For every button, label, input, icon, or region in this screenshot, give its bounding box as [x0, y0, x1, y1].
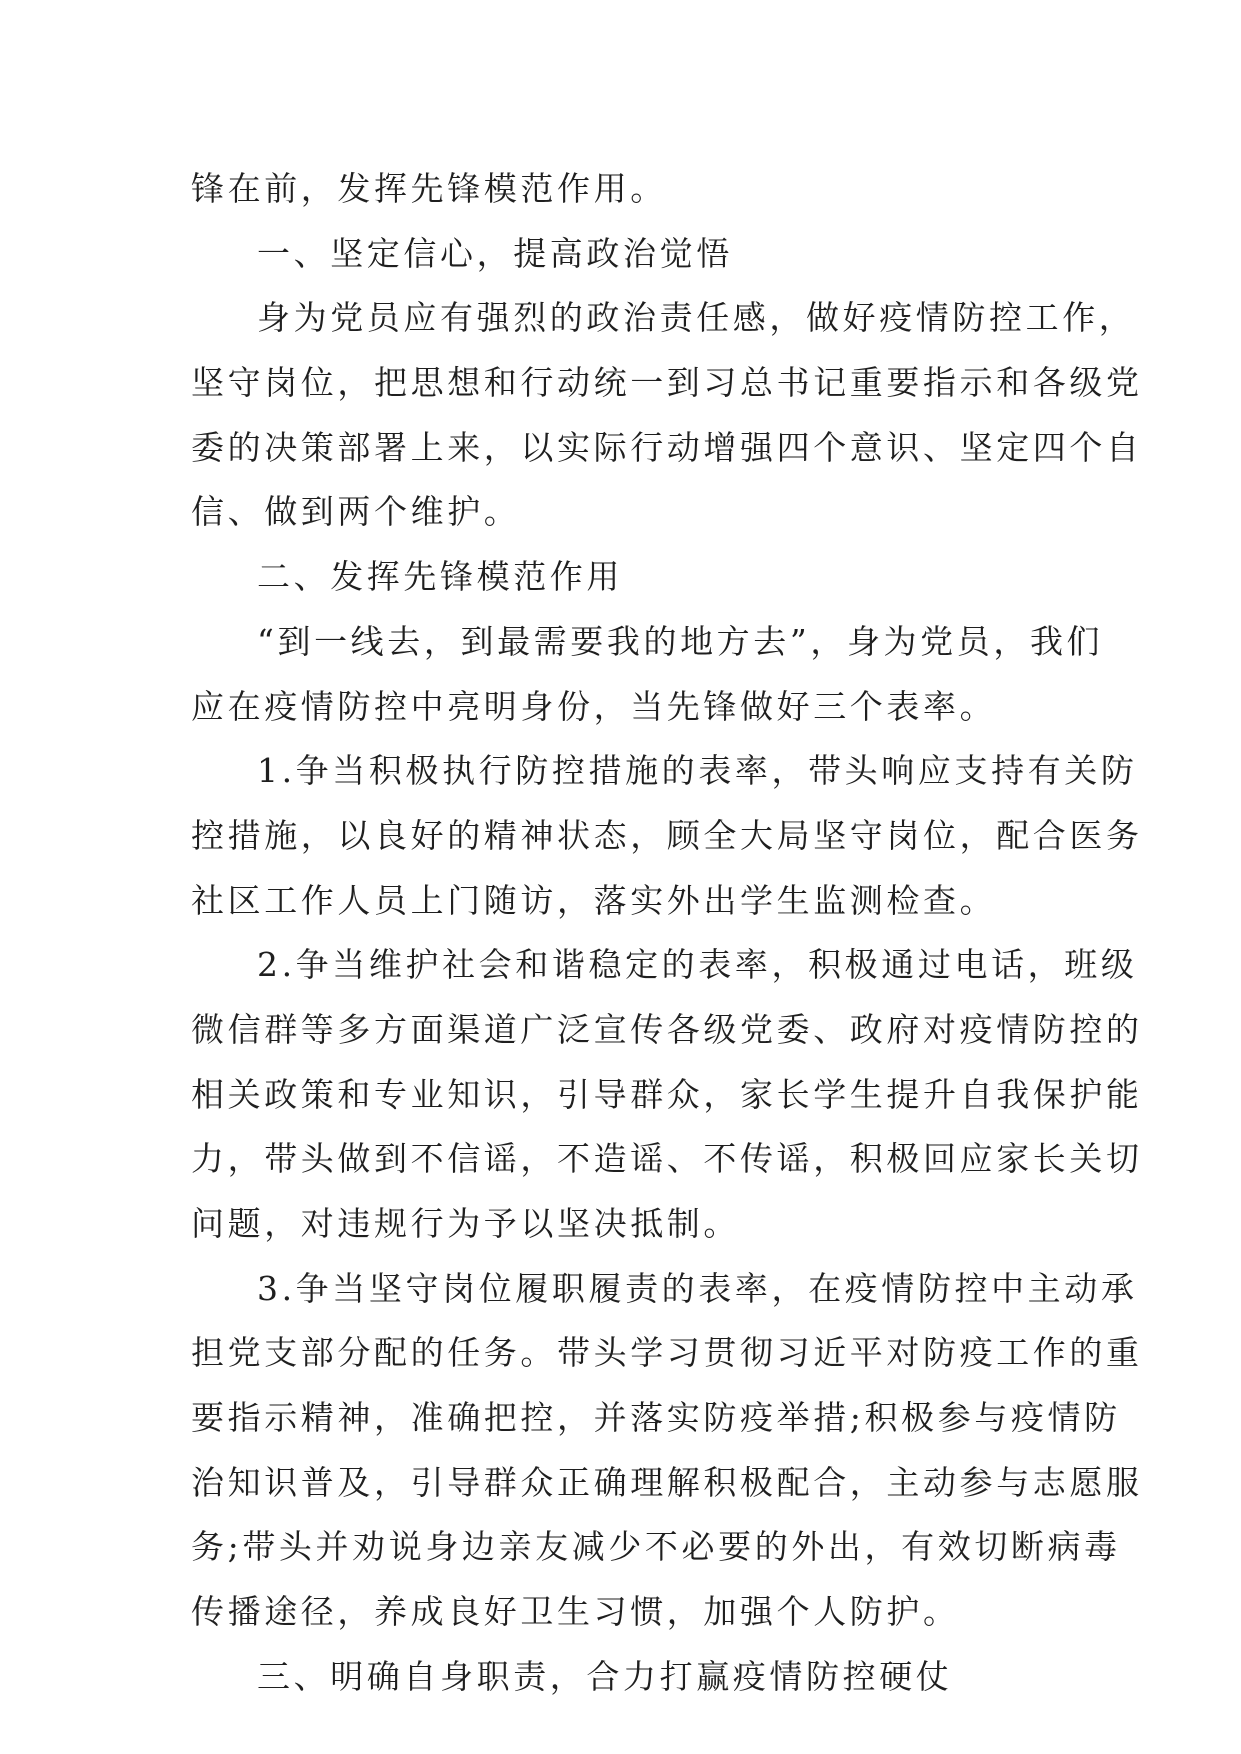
- text-line: 坚守岗位，把思想和行动统一到习总书记重要指示和各级党: [191, 363, 1143, 403]
- text-line: 1.争当积极执行防控措施的表率，带头响应支持有关防: [257, 751, 1138, 791]
- text-line: 委的决策部署上来，以实际行动增强四个意识、坚定四个自: [191, 427, 1143, 467]
- text-line: 2.争当维护社会和谐稳定的表率，积极通过电话，班级: [257, 945, 1138, 985]
- text-line: 力，带头做到不信谣，不造谣、不传谣，积极回应家长关切: [191, 1139, 1143, 1179]
- section-heading: 二、发挥先锋模范作用: [257, 557, 623, 597]
- text-line: 治知识普及，引导群众正确理解积极配合，主动参与志愿服: [191, 1462, 1143, 1502]
- text-line: 信、做到两个维护。: [191, 492, 521, 532]
- text-line: 问题，对违规行为予以坚决抵制。: [191, 1204, 740, 1243]
- text-line: 社区工作人员上门随访，落实外出学生监测检查。: [191, 880, 997, 920]
- text-line: 担党支部分配的任务。带头学习贯彻习近平对防疫工作的重: [191, 1333, 1143, 1373]
- section-heading: 一、坚定信心，提高政治觉悟: [257, 233, 733, 273]
- document-body: [191, 157, 1143, 1710]
- text-line: “到一线去，到最需要我的地方去”，身为党员，我们: [257, 621, 1104, 661]
- text-line: 锋在前，发挥先锋模范作用。: [191, 169, 667, 208]
- text-line: 微信群等多方面渠道广泛宣传各级党委、政府对疫情防控的: [191, 1009, 1143, 1049]
- text-line: 传播途径，养成良好卫生习惯，加强个人防护。: [191, 1592, 960, 1632]
- text-line: 身为党员应有强烈的政治责任感，做好疫情防控工作，: [257, 298, 1136, 338]
- text-line: 应在疫情防控中亮明身份，当先锋做好三个表率。: [191, 686, 997, 726]
- text-line: 相关政策和专业知识，引导群众，家长学生提升自我保护能: [191, 1074, 1143, 1114]
- text-line: 务;带头并劝说身边亲友减少不必要的外出，有效切断病毒: [191, 1527, 1121, 1567]
- text-line: 控措施，以良好的精神状态，顾全大局坚守岗位，配合医务: [191, 815, 1143, 855]
- text-line: 3.争当坚守岗位履职履责的表率，在疫情防控中主动承: [257, 1268, 1138, 1308]
- text-line: 要指示精神，准确把控，并落实防疫举措;积极参与疫情防: [191, 1398, 1121, 1438]
- section-heading: 三、明确自身职责，合力打赢疫情防控硬仗: [257, 1656, 953, 1696]
